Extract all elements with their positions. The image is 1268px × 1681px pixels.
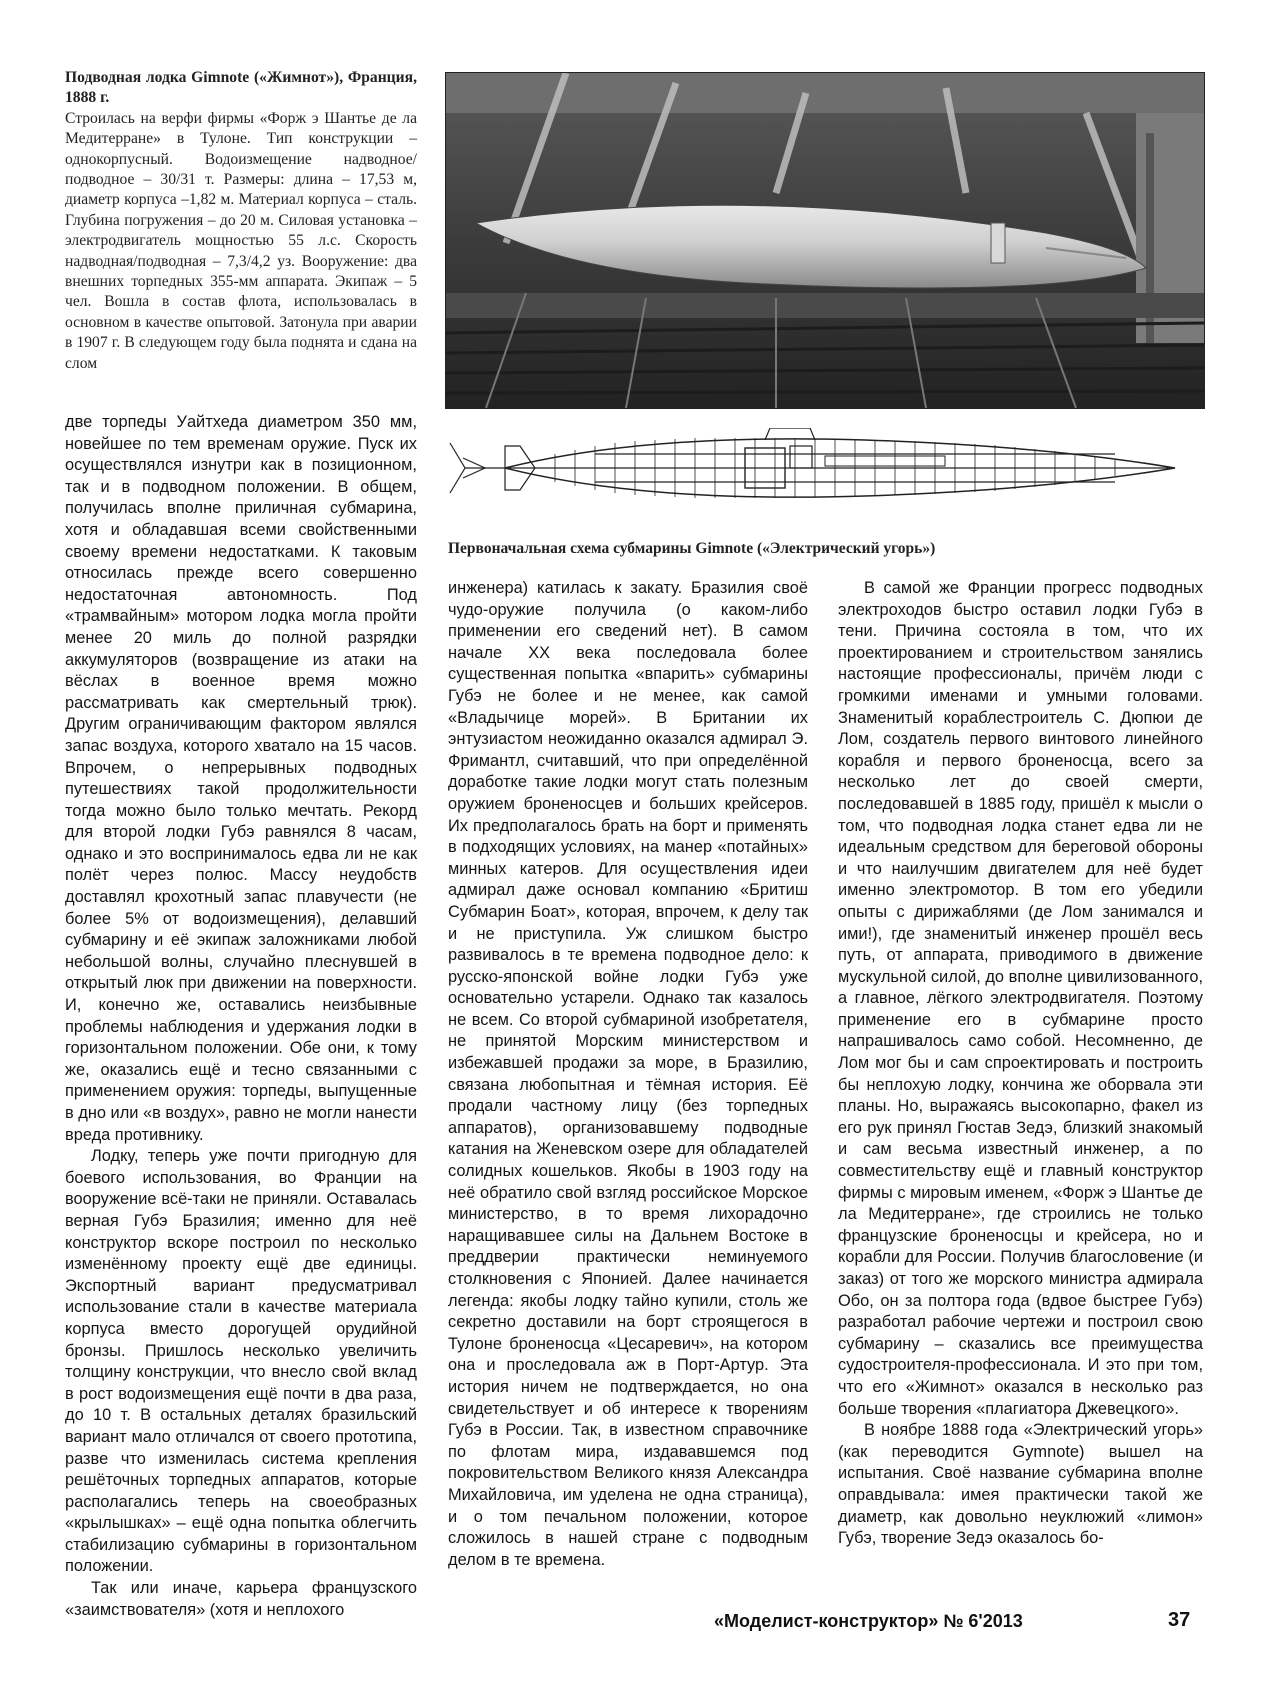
photo-caption bbox=[65, 68, 417, 374]
text-column-2 bbox=[448, 578, 808, 1571]
caption-body: Строилась на верфи фирмы «Форж э Шантье де ла Медитерране» в Тулоне. Тип конструкции – однокорпусный. Водоизмещение надводное/подводное – 30/31 т. Размеры: длина – 17,53 м, диаметр корпуса –1,82 м. Материал корпуса – сталь. Глубина погружения – до 20 м. Силовая установка – электродвигатель мощностью 55 л.с. Скорость надводная/подводная – 7,3/4,2 уз. Вооружение: два внешних торпедных 355-мм аппарата. Экипаж – 5 чел. Вошла в состав флота, использовалась в основном в качестве опытовой. Затонула при аварии в 1907 г. В следующем году была поднята и сдана на слом bbox=[65, 109, 417, 372]
text-column-1 bbox=[65, 412, 417, 1621]
page-number: 37 bbox=[1168, 1609, 1191, 1631]
paragraph: две торпеды Уайтхеда диаметром 350 мм, новейшее по тем временам оружие. Пуск их осуществлялся изнутри как в позиционном, так и в подводном положении. В общем, получилась вполне приличная субмарина, хотя и обладавшая всеми свойственными своему времени недостатками. К таковым относилась прежде всего совершенно недостаточная автономность. Под «трамвайным» мотором лодка могла пройти менее 20 миль до полной разрядки аккумуляторов (возвращение из атаки на вёслах в военное время можно рассматривать как смертельный трюк). Другим ограничивающим фактором являлся запас воздуха, которого хватало на 15 часов. Впрочем, о непрерывных подводных путешествиях такой продолжительности тогда можно было только мечтать. Рекорд для второй лодки Губэ равнялся 8 часам, однако и это воспринималось едва ли не как полёт через полюс. Массу неудобств доставлял крохотный запас плавучести (не более 5% от водоизмещения), делавший субмарину и её экипаж заложниками любой небольшой волны, случайно плеснувшей в открытый люк при движении на поверхности. И, конечно же, оставались неизбывные проблемы наблюдения и удержания лодки в горизонтальном положении. Обе они, к тому же, оказались ещё и тесно связанными с применением оружия: торпеды, выпущенные в дно или «в воздух», равно не могли нанести вреда противнику. bbox=[65, 413, 417, 1144]
magazine-footer: «Моделист-конструктор» № 6'2013 bbox=[714, 1611, 1023, 1631]
paragraph: В самой же Франции прогресс подводных электроходов быстро оставил лодки Губэ в тени. Причина состояла в том, что их проектированием и строительством занялись настоящие профессионалы, причём люди с громкими именами и умными головами. Знаменитый кораблестроитель С. Дюпюи де Лом, создатель первого винтового линейного корабля и первого броненосца, всего за несколько лет до своей смерти, последовавшей в 1885 году, пришёл к мысли о том, что подводная лодка станет едва ли не идеальным средством для береговой обороны и что наилучшим двигателем для неё будет именно электромотор. В том его убедили опыты с дирижаблями (де Лом занимался и ими!), где знаменитый инженер прошёл весь путь, от аппарата, приводимого в движение мускульной силой, до вполне цивилизованного, а главное, лёгкого электродвигателя. Поэтому применение его в субмарине просто напрашивалось само собой. Несомненно, де Лом мог бы и сам спроектировать и построить бы неплохую лодку, кончина же оборвала эти планы. Но, выражаясь высокопарно, факел из его рук принял Гюстав Зедэ, близкий знакомый и сам весьма известный инженер, а по совместительству ещё и главный конструктор фирмы с мировым именем, «Форж э Шантье де ла Медитерране», где строились не только французские броненосцы и крейсера, но и корабли для России. Получив благословение (и заказ) от того же морского министра адмирала Обо, он за полтора года (вдвое быстрее Губэ) разработал рабочие чертежи и построил свою субмарину – сказались все преимущества судостроителя-профессионала. И это при том, что его «Жимнот» оказался в несколько раз больше творения «плагиатора Джевецкого». bbox=[838, 579, 1203, 1418]
submarine-photo bbox=[445, 72, 1205, 409]
figure-caption: Первоначальная схема субмарины Gimnote («Электрический угорь») bbox=[448, 540, 936, 557]
paragraph: Лодку, теперь уже почти пригодную для боевого использования, во Франции на вооружение всё-таки не приняли. Оставалась верная Губэ Бразилия; именно для неё конструктор вскоре построил по несколько изменённому проекту ещё две единицы. Экспортный вариант предусматривал использование стали в качестве материала корпуса вместо дорогущей орудийной бронзы. Пришлось несколько увеличить толщину конструкции, что внесло свой вклад в рост водоизмещения ещё почти в два раза, до 10 т. В остальных деталях бразильский вариант мало отличался от своего прототипа, разве что изменилась система крепления решёточных торпедных аппаратов, которые располагались теперь на своеобразных «крылышках» – ещё одна попытка облегчить стабилизацию субмарины в горизонтальном положении. bbox=[65, 1147, 417, 1576]
paragraph: инженера) катилась к закату. Бразилия своё чудо-оружие получила (о каком-либо применении его сведений нет). В самом начале XX века последовала более существенная попытка «впарить» субмарины Губэ не более и не менее, как самой «Владычице морей». В Британии их энтузиастом неожиданно оказался адмирал Э. Фримантл, считавший, что при определённой доработке такие лодки могут стать полезным оружием броненосцев и больших крейсеров. Их предполагалось брать на борт и применять в подходящих условиях, на манер «потайных» минных катеров. Для осуществления идеи адмирал даже основал компанию «Бритиш Субмарин Боат», которая, впрочем, к делу так и не приступила. Уж слишком быстро развивалось в те времена подводное дело: к русско-японской войне лодки Губэ уже основательно устарели. Однако так казалось не всем. Со второй субмариной изобретателя, не принятой Морским министерством и избежавшей продажи за море, в Бразилию, связана любопытная и тёмная история. Её продали частному лицу (без торпедных аппаратов), организовавшему подводные катания на Женевском озере для обладателей солидных кошельков. Якобы в 1903 году на неё обратило свой взгляд российское Морское министерство, в то время лихорадочно наращивавшее силы на Дальнем Востоке в преддверии практически неминуемого столкновения с Японией. Далее начинается легенда: якобы лодку тайно купили, столь же секретно доставили на борт строящегося в Тулоне броненосца «Цесаревич», на котором она и проследовала аж в Порт-Артур. Эта история ничем не подтверждается, но она свидетельствует и об интересе к творениям Губэ в России. Так, в известном справочнике по флотам мира, издававшемся под покровительством Великого князя Александра Михайловича, им уделена не одна страница), и о том печальном положении, которое сложилось в нашей стране с подводным делом в те времена. bbox=[448, 579, 808, 1569]
submarine-schematic bbox=[445, 428, 1205, 538]
caption-title: Подводная лодка Gimnote («Жимнот»), Франция, 1888 г. bbox=[65, 69, 417, 107]
paragraph: Так или иначе, карьера французского «заимствователя» (хотя и неплохого bbox=[65, 1579, 417, 1619]
paragraph: В ноябре 1888 года «Электрический угорь» (как переводится Gymnote) вышел на испытания. Своё название субмарина вполне оправдывала: имея практически такой же диаметр, как довольно неуклюжий «лимон» Губэ, творение Зедэ оказалось бо- bbox=[838, 1421, 1203, 1548]
text-column-3 bbox=[838, 578, 1203, 1550]
